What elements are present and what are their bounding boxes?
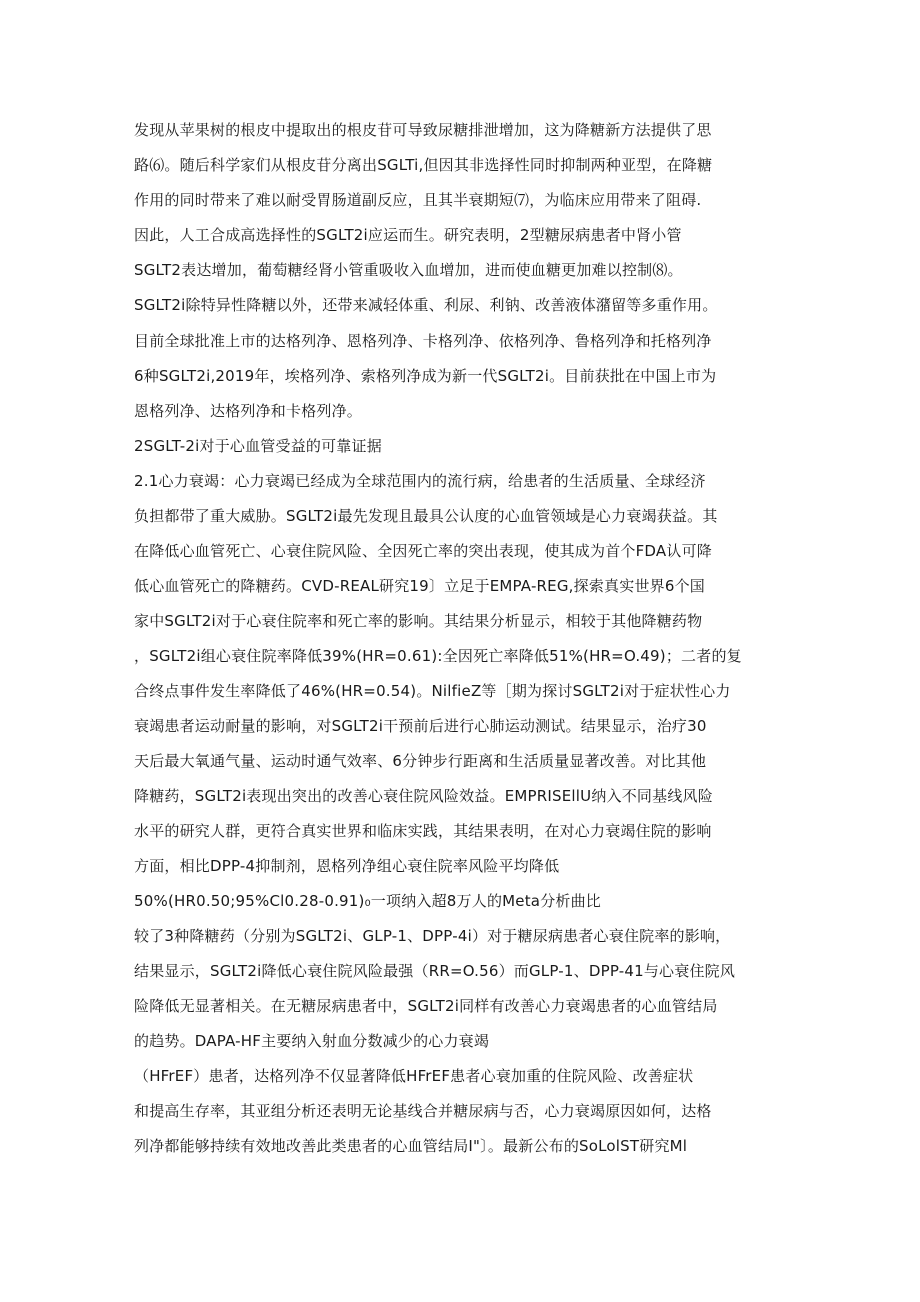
text-line: 发现从苹果树的根皮中提取出的根皮苷可导致尿糖排泄增加，这为降糖新方法提供了思 (134, 121, 712, 139)
text-line: 6种SGLT2i,2019年，埃格列净、索格列净成为新一代SGLT2i。目前获批在中国上市为 (134, 367, 717, 385)
text-line: 2.1心力衰竭：心力衰竭已经成为全球范围内的流行病，给患者的生活质量、全球经济 (134, 472, 706, 490)
text-line: 的趋势。DAPA-HF主要纳入射血分数减少的心力衰竭 (134, 1032, 490, 1050)
text-line: 路⑹。随后科学家们从根皮苷分离出SGLTi,但因其非选择性同时抑制两种亚型，在降糖 (134, 156, 713, 174)
text-line: SGLT2i除特异性降糖以外，还带来减轻体重、利尿、利钠、改善液体潴留等多重作用。 (134, 296, 718, 314)
text-line: 作用的同时带来了难以耐受胃肠道副反应，且其半衰期短⑺，为临床应用带来了阻碍. (134, 191, 702, 209)
text-line: （HFrEF）患者，达格列净不仅显著降低HFrEF患者心衰加重的住院风险、改善症状 (134, 1067, 694, 1085)
text-line: 在降低心血管死亡、心衰住院风险、全因死亡率的突出表现，使其成为首个FDA认可降 (134, 542, 712, 560)
text-line: 目前全球批准上市的达格列净、恩格列净、卡格列净、依格列净、鲁格列净和托格列净 (134, 332, 712, 350)
text-line: 较了3种降糖药（分别为SGLT2i、GLP-1、DPP-4i）对于糖尿病患者心衰住院率的影响， (134, 927, 731, 945)
section-heading: 2SGLT-2i对于心血管受益的可靠证据 (134, 437, 382, 455)
text-line: 恩格列净、达格列净和卡格列净。 (134, 402, 363, 420)
text-line: 负担都带了重大威胁。SGLT2i最先发现且最具公认度的心血管领域是心力衰竭获益。其 (134, 507, 718, 525)
text-line: 天后最大氧通气量、运动时通气效率、6分钟步行距离和生活质量显著改善。对比其他 (134, 752, 707, 770)
text-line: 50%(HR0.50;95%Cl0.28-0.91)₀一项纳入超8万人的Meta分析曲比 (134, 892, 601, 910)
text-line: 险降低无显著相关。在无糖尿病患者中，SGLT2i同样有改善心力衰竭患者的心血管结局 (134, 997, 718, 1015)
text-line: ，SGLT2i组心衰住院率降低39%(HR=0.61):全因死亡率降低51%(HR=O.49)；二者的复 (134, 647, 742, 665)
text-line: 列净都能够持续有效地改善此类患者的心血管结局I"〕。最新公布的SoLolST研究Ml (134, 1137, 688, 1155)
text-line: 方面，相比DPP-4抑制剂，恩格列净组心衰住院率风险平均降低 (134, 857, 560, 875)
text-line: 结果显示，SGLT2i降低心衰住院风险最强（RR=O.56）而GLP-1、DPP-41与心衰住院风 (134, 962, 736, 980)
text-line: 低心血管死亡的降糖药。CVD-REAL研究19〕立足于EMPA-REG,探索真实世界6个国 (134, 577, 705, 595)
text-line: 家中SGLT2i对于心衰住院率和死亡率的影响。其结果分析显示，相较于其他降糖药物 (134, 612, 703, 630)
text-line: SGLT2表达增加，葡萄糖经肾小管重吸收入血增加，进而使血糖更加难以控制⑻。 (134, 261, 683, 279)
text-line: 合终点事件发生率降低了46%(HR=0.54)。NilfieZ等［期为探讨SGLT2i对于症状性心力 (134, 682, 731, 700)
text-line: 衰竭患者运动耐量的影响，对SGLT2i干预前后进行心肺运动测试。结果显示，治疗30 (134, 717, 707, 735)
text-line: 水平的研究人群，更符合真实世界和临床实践，其结果表明，在对心力衰竭住院的影响 (134, 822, 712, 840)
text-line: 降糖药，SGLT2i表现出突出的改善心衰住院风险效益。EMPRISEllU纳入不同基线风险 (134, 787, 713, 805)
text-line: 和提高生存率，其亚组分析还表明无论基线合并糖尿病与否，心力衰竭原因如何，达格 (134, 1102, 712, 1120)
text-line: 因此，人工合成高选择性的SGLT2i应运而生。研究表明，2型糖尿病患者中肾小管 (134, 226, 682, 244)
